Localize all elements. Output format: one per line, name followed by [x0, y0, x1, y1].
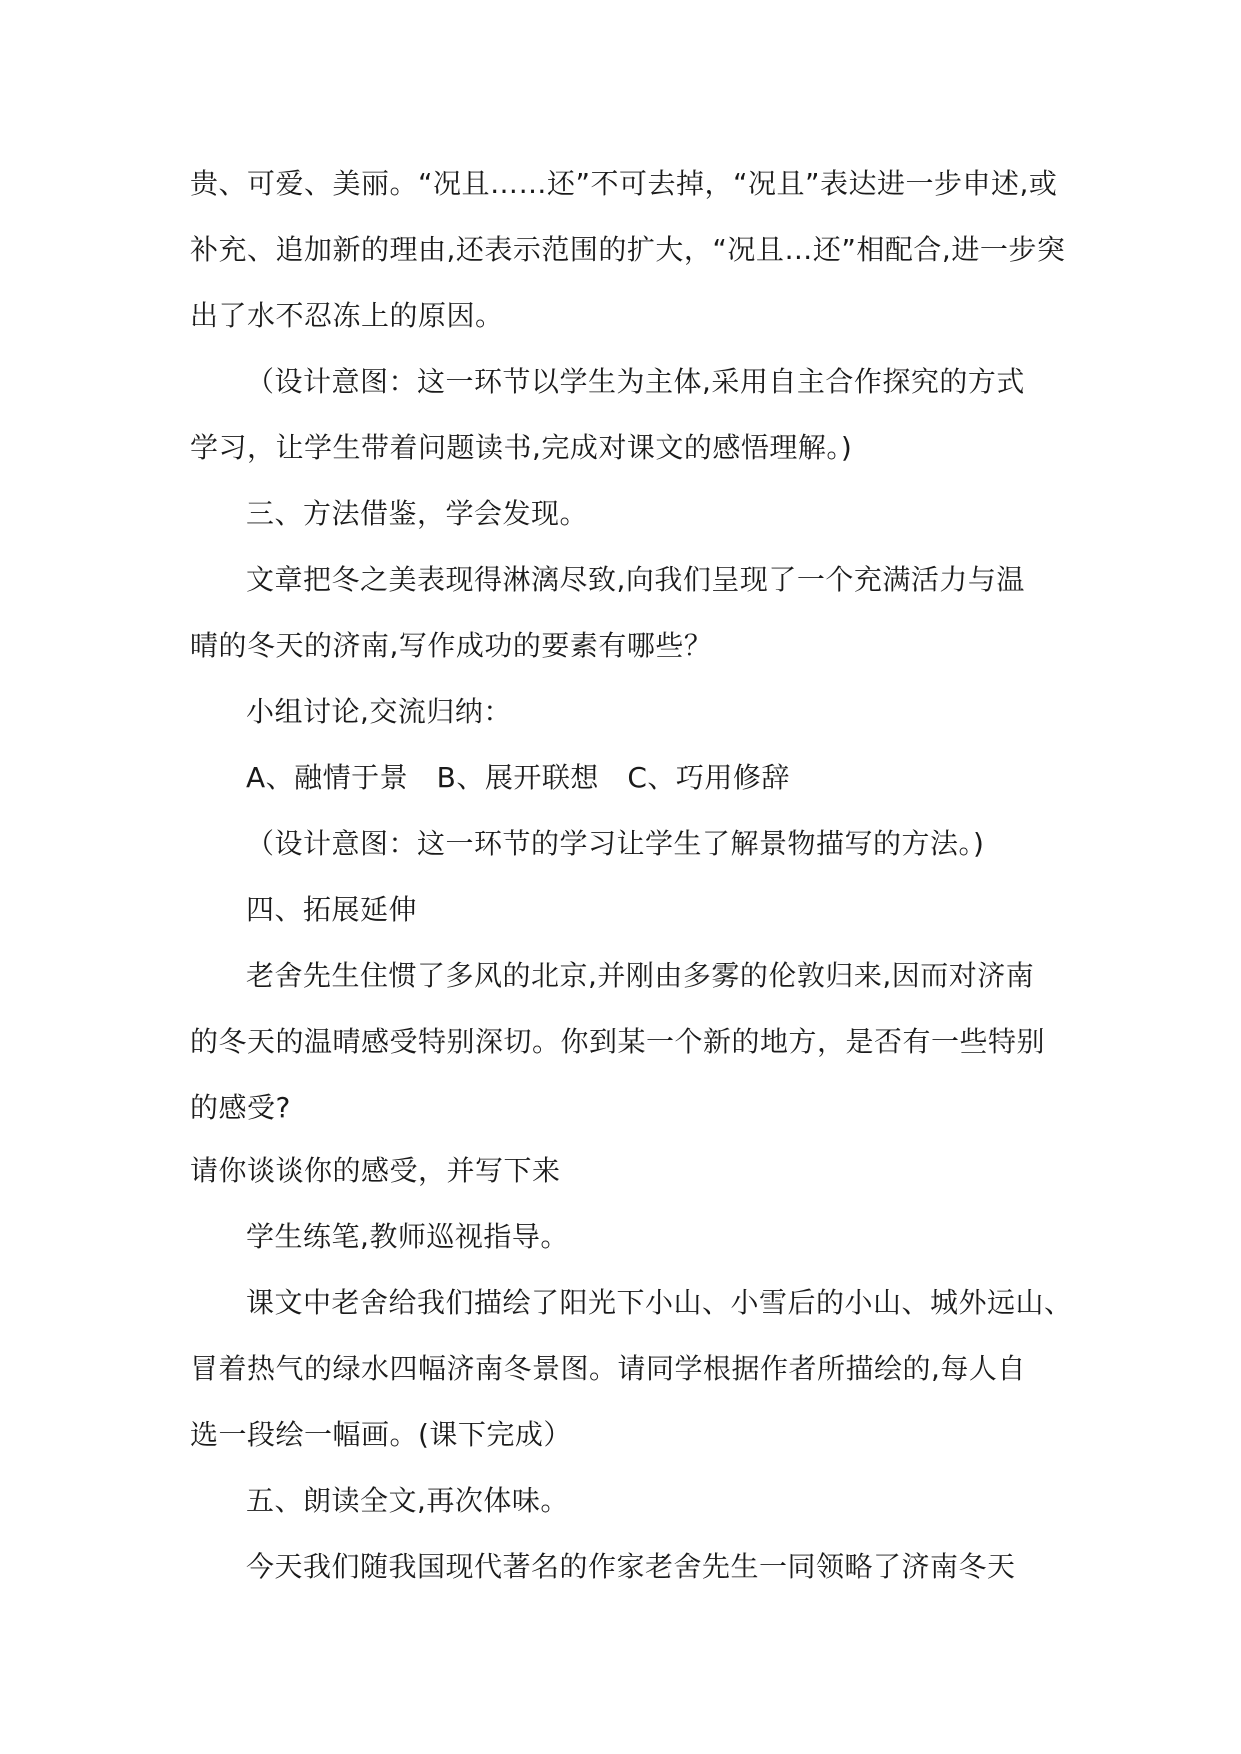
text-line-17: 学生练笔,教师巡视指导。: [246, 1220, 569, 1253]
text-line-20: 选一段绘一幅画。(课下完成）: [190, 1418, 572, 1451]
text-line-1: 贵、可爱、美丽。“况且……还”不可去掉，“况且”表达进一步申述,或: [190, 167, 1058, 200]
text-line-9: 小组讨论,交流归纳：: [246, 695, 512, 728]
text-line-8: 晴的冬天的济南,写作成功的要素有哪些？: [190, 629, 713, 662]
text-line-2: 补充、追加新的理由,还表示范围的扩大，“况且…还”相配合,进一步突: [190, 233, 1066, 266]
design-intent-line-3: （设计意图：这一环节的学习让学生了解景物描写的方法。): [246, 827, 985, 860]
text-line-13: 老舍先生住惯了多风的北京,并刚由多雾的伦敦归来,因而对济南: [246, 959, 1035, 992]
options-line: A、融情于景 B、展开联想 C、巧用修辞: [246, 761, 790, 794]
text-line-22: 今天我们随我国现代著名的作家老舍先生一同领略了济南冬天: [246, 1550, 1016, 1583]
text-line-19: 冒着热气的绿水四幅济南冬景图。请同学根据作者所描绘的,每人自: [190, 1352, 1026, 1385]
section-heading-4: 四、拓展延伸: [246, 893, 418, 926]
design-intent-line-2: 学习，让学生带着问题读书,完成对课文的感悟理解。): [190, 431, 853, 464]
section-heading-3: 三、方法借鉴，学会发现。: [246, 497, 589, 530]
text-line-7: 文章把冬之美表现得淋漓尽致,向我们呈现了一个充满活力与温: [246, 563, 1025, 596]
design-intent-line-1: （设计意图：这一环节以学生为主体,采用自主合作探究的方式: [246, 365, 1025, 398]
text-line-15: 的感受?: [190, 1091, 291, 1124]
text-line-14: 的冬天的温晴感受特别深切。你到某一个新的地方，是否有一些特别: [190, 1025, 1046, 1058]
text-line-16: 请你谈谈你的感受，并写下来: [190, 1154, 561, 1187]
text-line-18: 课文中老舍给我们描绘了阳光下小山、小雪后的小山、城外远山、: [246, 1286, 1073, 1319]
section-heading-5: 五、朗读全文,再次体味。: [246, 1484, 569, 1517]
text-line-3: 出了水不忍冻上的原因。: [190, 299, 504, 332]
